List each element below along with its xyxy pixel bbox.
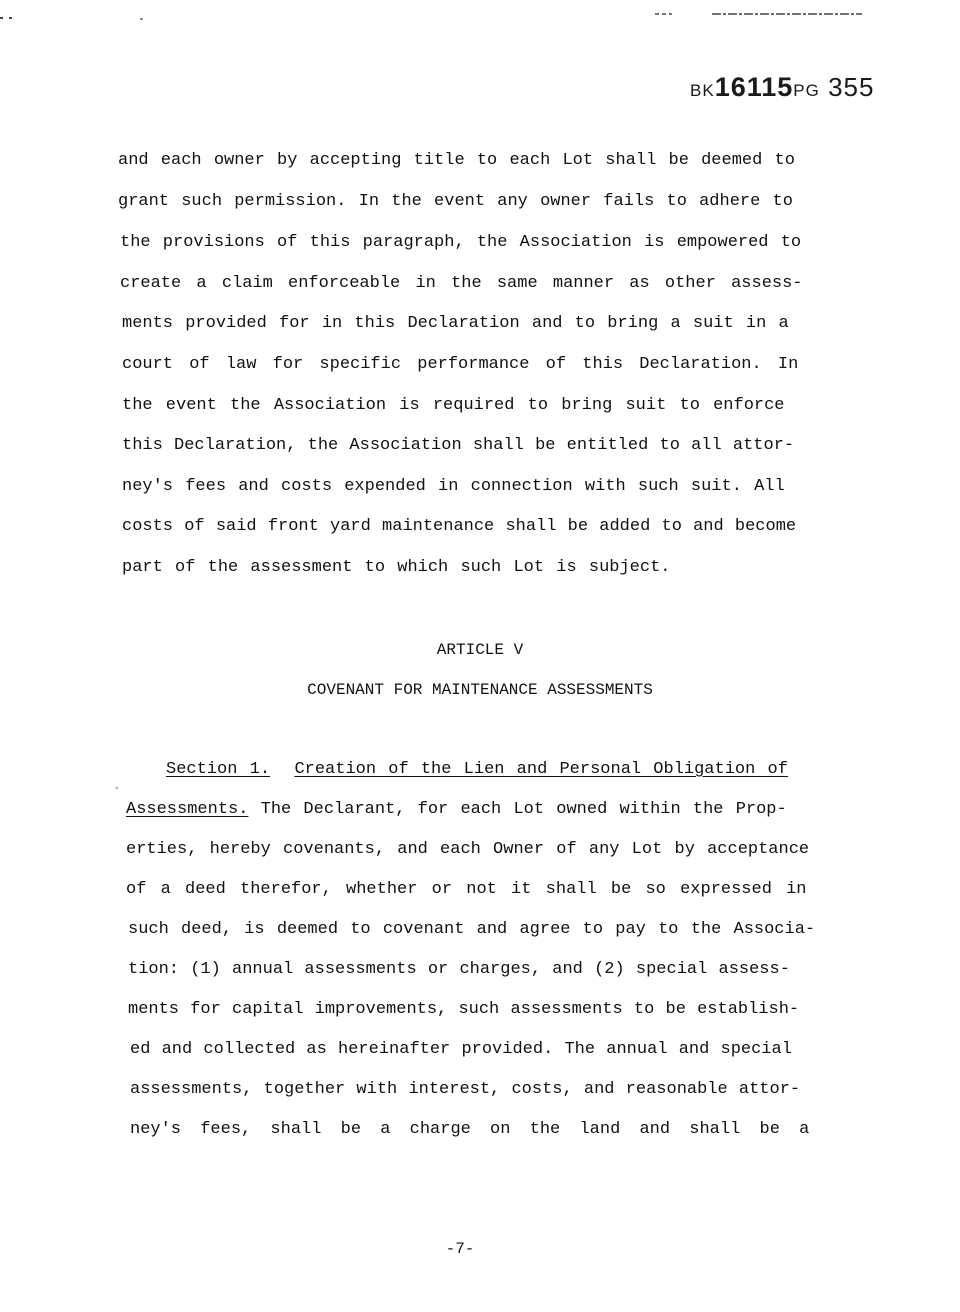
section-label: Section 1.	[166, 760, 271, 779]
page-number: -7-	[445, 1240, 475, 1258]
body-line: ments provided for in this Declaration and to bring a suit in a	[122, 314, 789, 333]
body-line: grant such permission. In the event any owner fails to adhere to	[118, 192, 793, 211]
body-line: part of the assessment to which such Lot is subject.	[122, 558, 671, 577]
scan-artifact-marks	[0, 0, 960, 30]
article-title: COVENANT FOR MAINTENANCE ASSESSMENTS	[307, 681, 653, 699]
section-title-part2: Assessments.	[126, 800, 249, 819]
section-title-part1: Creation of the Lien and Personal Obligation of	[294, 760, 788, 779]
scan-speck: ◦	[114, 784, 121, 795]
section-first-line-text: The Declarant, for each Lot owned within the Prop-	[248, 800, 787, 819]
body-line: this Declaration, the Association shall be entitled to all attor-	[122, 436, 795, 455]
stamp-page-label: PG	[793, 81, 820, 100]
book-page-stamp	[690, 72, 890, 103]
section-body-line: of a deed therefor, whether or not it shall be so expressed in	[126, 880, 807, 899]
body-line: the event the Association is required to bring suit to enforce	[122, 396, 785, 415]
section-body-line: ney's fees, shall be a charge on the land and shall be a	[130, 1120, 810, 1139]
section-body-line: ments for capital improvements, such assessments to be establish-	[128, 1000, 800, 1019]
stamp-book-prefix: BK	[690, 81, 715, 100]
body-line: and each owner by accepting title to each Lot shall be deemed to	[118, 151, 795, 170]
body-line: the provisions of this paragraph, the Association is empowered to	[120, 233, 802, 252]
section-body-line: ed and collected as hereinafter provided. The annual and special	[130, 1040, 792, 1059]
body-line: ney's fees and costs expended in connection with such suit. All	[122, 477, 785, 496]
body-line: costs of said front yard maintenance shall be added to and become	[122, 517, 797, 536]
stamp-book-number: 16115	[714, 72, 794, 102]
section-body-line	[126, 800, 787, 820]
section-heading-line	[166, 760, 788, 780]
section-body-line: such deed, is deemed to covenant and agree to pay to the Associa-	[128, 920, 816, 939]
section-body-line: tion: (1) annual assessments or charges, and (2) special assess-	[128, 960, 790, 979]
body-line: create a claim enforceable in the same manner as other assess-	[120, 274, 803, 293]
stamp-page-number: 355	[828, 72, 875, 102]
article-number: ARTICLE V	[436, 641, 524, 659]
body-line: court of law for specific performance of this Declaration. In	[122, 355, 799, 374]
section-body-line: erties, hereby covenants, and each Owner of any Lot by acceptance	[126, 840, 810, 859]
section-body-line: assessments, together with interest, costs, and reasonable attor-	[130, 1080, 801, 1099]
